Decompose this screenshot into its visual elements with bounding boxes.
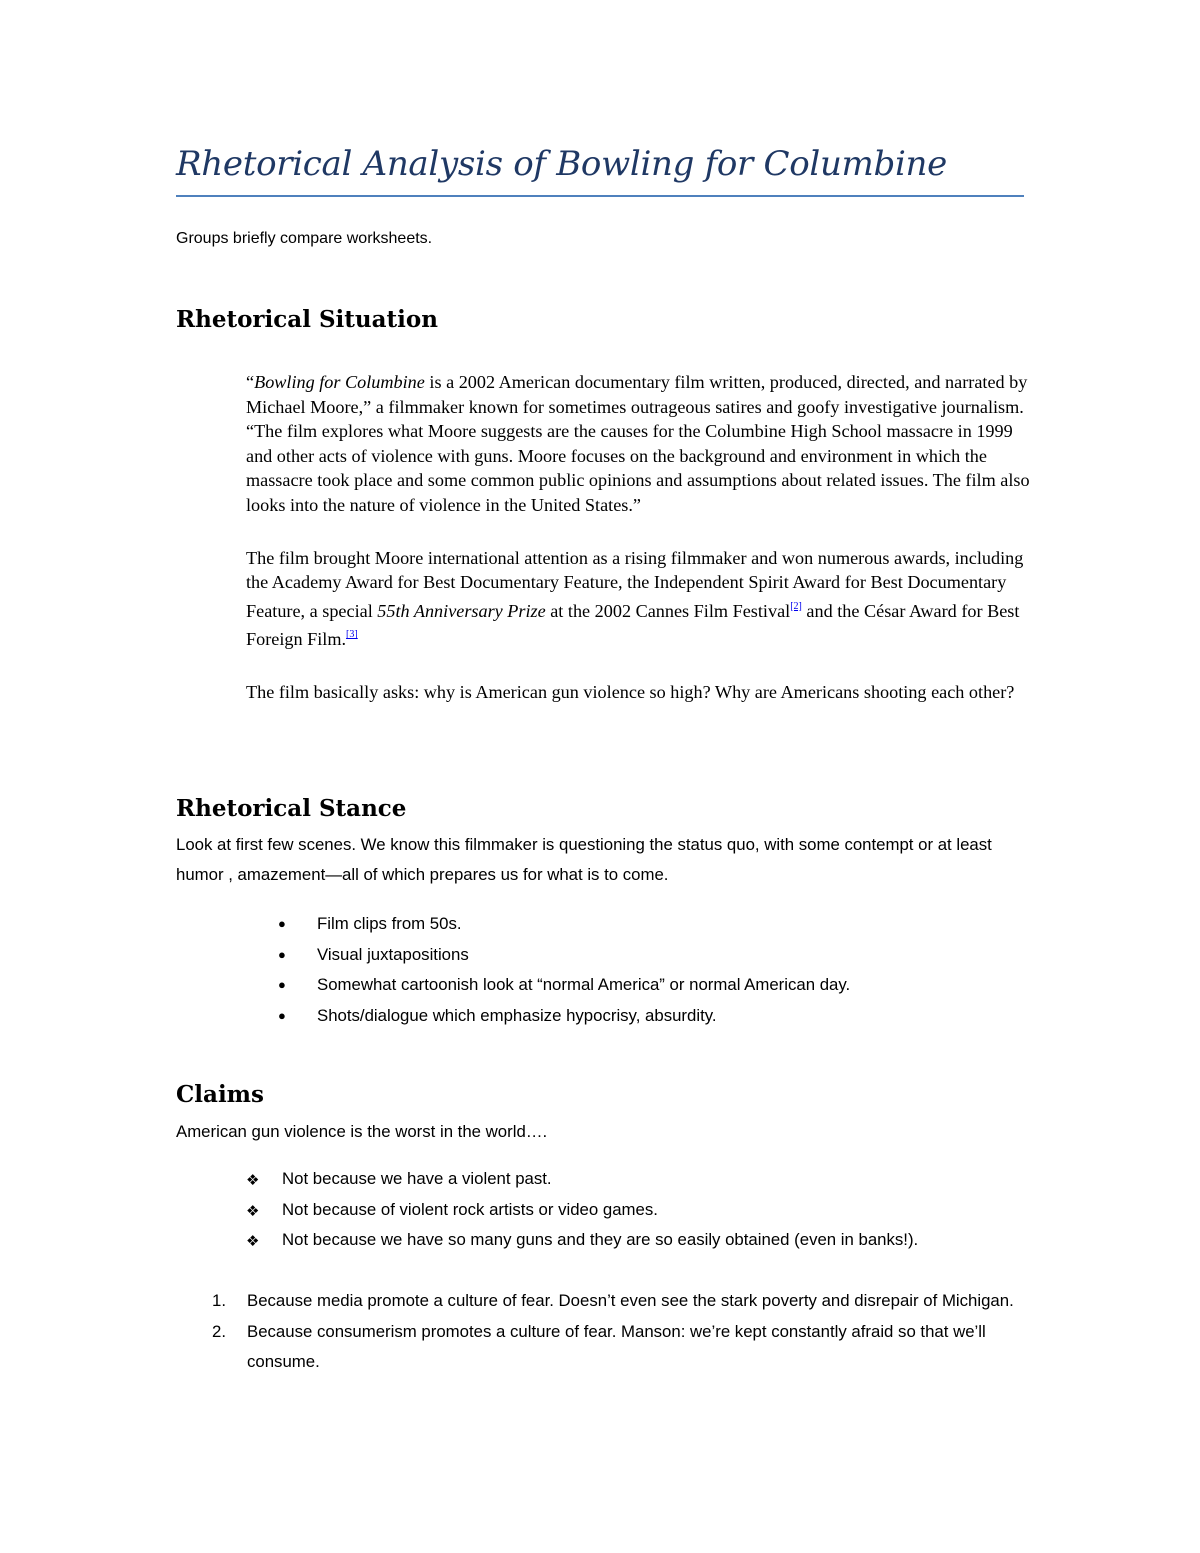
document-title: Rhetorical Analysis of Bowling for Columbine [176, 144, 947, 184]
film-title: Bowling for Columbine [254, 372, 425, 392]
list-number: 1. [212, 1291, 226, 1310]
heading-rhetorical-stance: Rhetorical Stance [176, 795, 407, 822]
situation-p2-text-a: The film brought Moore international attention as a rising filmmaker and won numerous awards, including the Academy Award for Best Documentary Feature, the Independent Spirit Award for Best Documentary Feature, a special [246, 547, 1024, 621]
open-quote: “ [246, 372, 255, 392]
list-item: 1. Because media promote a culture of fear. Doesn’t even see the stark poverty and disrepair of Michigan. [212, 1286, 1032, 1317]
situation-p2-text-b: at the 2002 Cannes Film Festival [545, 600, 791, 621]
situation-paragraph-3: The film basically asks: why is American gun violence so high? Why are Americans shooting each other? [246, 681, 1015, 702]
diamond-bullet-icon: ❖ [246, 1201, 260, 1220]
bullet-icon: ● [278, 916, 286, 931]
diamond-bullet-icon: ❖ [246, 1232, 260, 1250]
situation-quote-block [246, 370, 1036, 705]
footnote-link-3[interactable]: [3] [346, 629, 358, 641]
situation-paragraph-1 [246, 370, 1036, 518]
footnote-link-2[interactable]: [2] [790, 600, 802, 612]
claims-because-list [212, 1286, 1032, 1378]
diamond-bullet-icon: ❖ [246, 1171, 260, 1189]
list-item: 2. Because consumerism promotes a culture of fear. Manson: we’re kept constantly afraid so that we’ll consume. [212, 1317, 1032, 1378]
intro-text: Groups briefly compare worksheets. [176, 230, 433, 247]
bullet-icon: ● [278, 1007, 286, 1023]
claims-paragraph: American gun violence is the worst in the world…. [176, 1122, 548, 1141]
list-number: 2. [212, 1321, 226, 1341]
situation-paragraph-2 [246, 546, 1036, 652]
prize-name: 55th Anniversary Prize [377, 600, 546, 621]
situation-p1-text: is a 2002 American documentary film written, produced, directed, and narrated by Michael Moore,” a filmmaker known for sometimes outrageous satires and goofy investigative journalism. “The film explores what Moore suggests are the causes for the Columbine High School massacre in 1999 and other acts of violence with guns. Moore focuses on the background and environment in which the massacre took place and some common public opinions and assumptions about related issues. The film also looks into the nature of violence in the United States.” [246, 372, 1030, 515]
bullet-icon: ● [278, 977, 286, 992]
bullet-icon: ● [278, 946, 286, 962]
stance-paragraph: Look at first few scenes. We know this filmmaker is questioning the status quo, with some contempt or at least humor , amazement—all of which prepares us for what is to come. [176, 835, 992, 884]
heading-rhetorical-situation: Rhetorical Situation [176, 306, 438, 333]
heading-claims: Claims [176, 1081, 264, 1108]
situation-p2-text-c: and the César Award for Best Foreign Film. [246, 600, 1020, 650]
title-underline [176, 195, 1024, 197]
